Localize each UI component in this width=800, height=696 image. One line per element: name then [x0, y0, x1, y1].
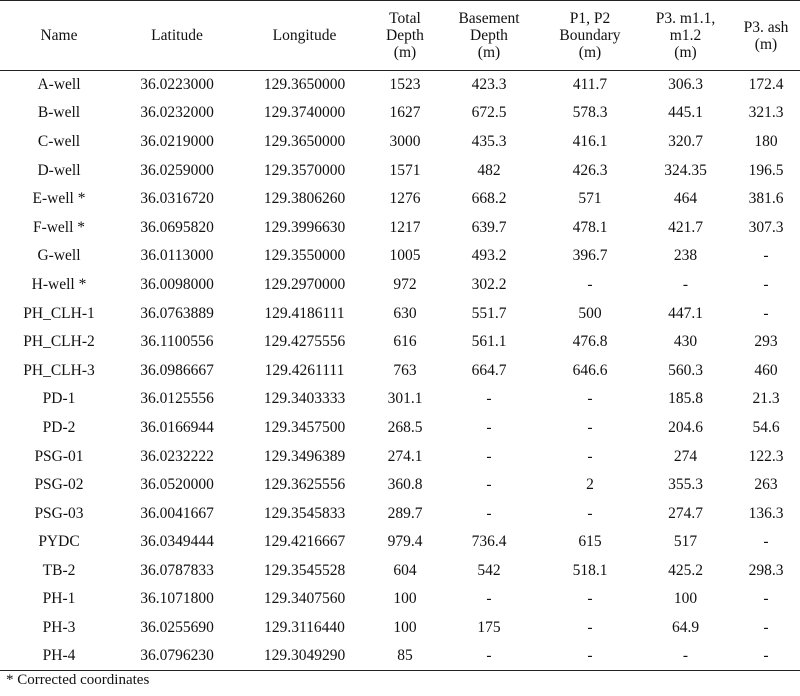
- cell-p1-p2-boundary: 500: [578, 304, 602, 322]
- table-row: [0, 414, 800, 443]
- cell-latitude: 36.0041667: [140, 504, 214, 522]
- table-row: [0, 128, 800, 157]
- cell-p1-p2-boundary: -: [587, 390, 593, 408]
- cell-p3-ash: -: [763, 590, 769, 608]
- cell-p3-ash: 263: [754, 476, 778, 494]
- cell-latitude: 36.0520000: [140, 476, 214, 494]
- cell-longitude: 129.3049290: [236, 642, 373, 671]
- cell-p3-ash: 122.3: [748, 447, 784, 465]
- cell-longitude: 129.3650000: [263, 132, 346, 150]
- cell-latitude: 36.0219000: [140, 132, 214, 150]
- cell-name: C-well: [37, 132, 81, 150]
- cell-basement-depth: 668.2: [471, 190, 507, 208]
- cell-p1-p2-boundary: -: [587, 619, 593, 637]
- cell-p3-ash: 307.3: [748, 218, 784, 236]
- cell-longitude: 129.4275556: [263, 333, 346, 351]
- cell-longitude: 129.3996630: [263, 218, 346, 236]
- cell-latitude: 36.0787833: [140, 561, 214, 579]
- cell-p3-ash: 321.3: [748, 104, 784, 122]
- header-basement-depth: Basement Depth (m): [437, 1, 541, 71]
- cell-p3-ash: -: [763, 619, 769, 637]
- header-latitude: Latitude: [118, 1, 236, 71]
- cell-name: PD-1: [42, 390, 76, 408]
- cell-name: H-well *: [31, 275, 87, 293]
- cell-latitude: 36.0255690: [140, 619, 214, 637]
- cell-p1-p2-boundary: 426.3: [572, 161, 608, 179]
- cell-p1-p2-boundary: -: [587, 504, 593, 522]
- cell-total-depth: 972: [393, 275, 417, 293]
- cell-p3-ash: -: [763, 533, 769, 551]
- cell-p3-m11-m12: 306.3: [668, 76, 703, 94]
- cell-p3-ash: -: [763, 304, 769, 322]
- header-name: Name: [0, 1, 118, 71]
- cell-total-depth: 100: [393, 590, 417, 608]
- cell-total-depth: 604: [393, 561, 417, 579]
- cell-name: E-well *: [32, 190, 86, 208]
- cell-latitude: 36.0166944: [140, 418, 214, 436]
- cell-p1-p2-boundary: 571: [578, 190, 602, 208]
- cell-latitude: 36.1100556: [140, 333, 214, 351]
- cell-total-depth: 1005: [389, 247, 421, 265]
- table-row: [0, 299, 800, 328]
- cell-total-depth: 763: [393, 361, 417, 379]
- cell-name: F-well *: [32, 218, 86, 236]
- cell-basement-depth: -: [486, 390, 492, 408]
- cell-basement-depth: 551.7: [471, 304, 507, 322]
- cell-p3-m11-m12: 64.9: [671, 619, 700, 637]
- cell-p1-p2-boundary: -: [541, 642, 639, 671]
- cell-p3-ash: 298.3: [748, 561, 784, 579]
- cell-total-depth: 1217: [389, 218, 421, 236]
- cell-name: PYDC: [38, 533, 80, 551]
- cell-p1-p2-boundary: -: [587, 418, 593, 436]
- cell-p1-p2-boundary: 416.1: [572, 132, 608, 150]
- cell-longitude: 129.3496389: [263, 447, 346, 465]
- cell-latitude: 36.0349444: [140, 533, 214, 551]
- cell-basement-depth: 175: [477, 619, 501, 637]
- table-row: [0, 356, 800, 385]
- cell-p3-m11-m12: 274.7: [668, 504, 703, 522]
- cell-latitude: 36.0316720: [140, 190, 214, 208]
- cell-latitude: 36.0259000: [140, 161, 214, 179]
- cell-latitude: 36.1071800: [140, 590, 214, 608]
- cell-total-depth: 289.7: [387, 504, 423, 522]
- cell-p3-ash: 180: [754, 132, 778, 150]
- cell-basement-depth: 302.2: [471, 275, 507, 293]
- cell-p3-m11-m12: 464: [673, 190, 698, 208]
- cell-longitude: 129.3407560: [263, 590, 346, 608]
- cell-name: PSG-02: [34, 476, 84, 494]
- cell-basement-depth: 435.3: [471, 132, 507, 150]
- cell-p3-ash: 21.3: [752, 390, 780, 408]
- cell-longitude: 129.2970000: [263, 275, 346, 293]
- cell-basement-depth: 493.2: [471, 247, 507, 265]
- cell-name: PH_CLH-2: [23, 333, 95, 351]
- cell-p3-m11-m12: 517: [673, 533, 698, 551]
- cell-p3-ash: 54.6: [752, 418, 780, 436]
- cell-longitude: 129.3650000: [263, 76, 346, 94]
- cell-p1-p2-boundary: 615: [578, 533, 602, 551]
- cell-latitude: 36.0232000: [140, 104, 214, 122]
- cell-p3-m11-m12: 204.6: [668, 418, 703, 436]
- cell-p1-p2-boundary: 578.3: [572, 104, 608, 122]
- cell-p1-p2-boundary: -: [587, 590, 593, 608]
- cell-total-depth: 1571: [389, 161, 421, 179]
- cell-name: PH_CLH-3: [23, 361, 95, 379]
- cell-total-depth: 3000: [389, 132, 421, 150]
- cell-basement-depth: -: [437, 642, 541, 671]
- cell-basement-depth: -: [486, 476, 492, 494]
- cell-p3-ash: -: [732, 642, 800, 671]
- table-row: [0, 585, 800, 614]
- cell-p1-p2-boundary: 411.7: [572, 76, 608, 94]
- header-p3-ash: P3. ash (m): [732, 1, 800, 71]
- cell-p3-ash: -: [763, 275, 769, 293]
- header-total-depth: Total Depth (m): [373, 1, 437, 71]
- table-row: [0, 614, 800, 643]
- cell-total-depth: 1523: [389, 76, 421, 94]
- table-row: [0, 71, 800, 100]
- cell-longitude: 129.3740000: [263, 104, 346, 122]
- table-row: [0, 99, 800, 128]
- table-body: [0, 71, 800, 671]
- table-footnote: * Corrected coordinates: [6, 672, 150, 688]
- table-row: [0, 528, 800, 557]
- cell-total-depth: 100: [393, 619, 417, 637]
- cell-p3-ash: 460: [754, 361, 778, 379]
- cell-longitude: 129.3403333: [263, 390, 346, 408]
- cell-p1-p2-boundary: 476.8: [572, 333, 608, 351]
- cell-name: PSG-03: [34, 504, 84, 522]
- cell-total-depth: 268.5: [387, 418, 423, 436]
- cell-p3-ash: 136.3: [748, 504, 784, 522]
- cell-name: A-well: [37, 76, 81, 94]
- cell-basement-depth: 482: [477, 161, 501, 179]
- cell-p3-ash: 381.6: [748, 190, 784, 208]
- cell-basement-depth: 664.7: [471, 361, 507, 379]
- cell-basement-depth: 672.5: [471, 104, 507, 122]
- cell-longitude: 129.4261111: [264, 361, 345, 379]
- cell-p3-m11-m12: -: [682, 275, 689, 293]
- cell-total-depth: 301.1: [387, 390, 423, 408]
- cell-name: PSG-01: [34, 447, 84, 465]
- table-row: [0, 557, 800, 586]
- cell-name: G-well: [37, 247, 81, 265]
- cell-name: PH-4: [0, 642, 118, 671]
- cell-p3-m11-m12: 355.3: [668, 476, 703, 494]
- cell-latitude: 36.0125556: [140, 390, 214, 408]
- cell-basement-depth: 423.3: [471, 76, 507, 94]
- header-p3-m11-m12: P3. m1.1, m1.2 (m): [639, 1, 732, 71]
- cell-name: D-well: [37, 161, 81, 179]
- header-row: [0, 1, 800, 71]
- cell-p1-p2-boundary: -: [587, 447, 593, 465]
- cell-latitude: 36.0098000: [140, 275, 214, 293]
- cell-latitude: 36.0113000: [140, 247, 214, 265]
- cell-latitude: 36.0223000: [140, 76, 214, 94]
- cell-name: TB-2: [42, 561, 76, 579]
- cell-longitude: 129.3545833: [263, 504, 346, 522]
- cell-p1-p2-boundary: 2: [586, 476, 594, 494]
- cell-longitude: 129.3457500: [263, 418, 346, 436]
- cell-p3-m11-m12: 447.1: [668, 304, 703, 322]
- cell-basement-depth: 542: [477, 561, 501, 579]
- cell-p3-m11-m12: 320.7: [668, 132, 703, 150]
- cell-p3-m11-m12: 100: [673, 590, 698, 608]
- cell-name: PH_CLH-1: [23, 304, 95, 322]
- cell-p3-m11-m12: 430: [673, 333, 698, 351]
- cell-latitude: 36.0763889: [140, 304, 214, 322]
- cell-p3-m11-m12: 274: [673, 447, 698, 465]
- cell-basement-depth: -: [486, 447, 492, 465]
- cell-name: PD-2: [42, 418, 76, 436]
- cell-basement-depth: -: [486, 504, 492, 522]
- cell-p3-ash: 172.4: [748, 76, 784, 94]
- cell-longitude: 129.3545528: [263, 561, 346, 579]
- cell-longitude: 129.4186111: [264, 304, 345, 322]
- cell-total-depth: 85: [373, 642, 437, 671]
- cell-longitude: 129.3550000: [263, 247, 346, 265]
- cell-name: B-well: [37, 104, 81, 122]
- cell-latitude: 36.0796230: [118, 642, 236, 671]
- cell-total-depth: 1276: [389, 190, 421, 208]
- cell-p1-p2-boundary: 518.1: [572, 561, 608, 579]
- cell-p3-m11-m12: 238: [673, 247, 698, 265]
- cell-p3-m11-m12: -: [639, 642, 732, 671]
- cell-longitude: 129.3570000: [263, 161, 346, 179]
- cell-total-depth: 616: [393, 333, 417, 351]
- table-row: [0, 328, 800, 357]
- cell-total-depth: 274.1: [387, 447, 423, 465]
- cell-p1-p2-boundary: 646.6: [572, 361, 608, 379]
- cell-basement-depth: -: [486, 590, 492, 608]
- cell-latitude: 36.0986667: [140, 361, 214, 379]
- cell-longitude: 129.3806260: [263, 190, 346, 208]
- cell-latitude: 36.0695820: [140, 218, 214, 236]
- table-row: [0, 185, 800, 214]
- table-row: [0, 442, 800, 471]
- cell-basement-depth: 639.7: [471, 218, 507, 236]
- table-row: [0, 642, 800, 671]
- cell-longitude: 129.3625556: [263, 476, 346, 494]
- cell-p1-p2-boundary: 478.1: [572, 218, 608, 236]
- table-row: [0, 242, 800, 271]
- table-row: [0, 471, 800, 500]
- cell-name: PH-3: [42, 619, 76, 637]
- cell-total-depth: 1627: [389, 104, 421, 122]
- cell-basement-depth: 561.1: [471, 333, 507, 351]
- cell-longitude: 129.4216667: [263, 533, 346, 551]
- cell-p3-ash: 293: [754, 333, 778, 351]
- cell-p3-m11-m12: 421.7: [668, 218, 703, 236]
- cell-latitude: 36.0232222: [140, 447, 214, 465]
- table-row: [0, 213, 800, 242]
- cell-basement-depth: 736.4: [471, 533, 507, 551]
- cell-p3-m11-m12: 445.1: [668, 104, 703, 122]
- cell-name: PH-1: [42, 590, 76, 608]
- cell-p1-p2-boundary: 396.7: [572, 247, 608, 265]
- cell-longitude: 129.3116440: [264, 619, 345, 637]
- header-p1-p2-boundary: P1, P2 Boundary (m): [541, 1, 639, 71]
- cell-total-depth: 979.4: [387, 533, 423, 551]
- cell-p3-m11-m12: 425.2: [668, 561, 703, 579]
- cell-total-depth: 360.8: [387, 476, 423, 494]
- table-row: [0, 499, 800, 528]
- cell-total-depth: 630: [393, 304, 417, 322]
- cell-p3-ash: -: [763, 247, 769, 265]
- table-row: [0, 385, 800, 414]
- table-row: [0, 156, 800, 185]
- cell-basement-depth: -: [486, 418, 492, 436]
- table-row: [0, 271, 800, 300]
- cell-p1-p2-boundary: -: [587, 275, 593, 293]
- header-longitude: Longitude: [236, 1, 373, 71]
- cell-p3-m11-m12: 324.35: [664, 161, 707, 179]
- table-header: [0, 1, 800, 71]
- cell-p3-m11-m12: 560.3: [668, 361, 703, 379]
- cell-p3-m11-m12: 185.8: [668, 390, 703, 408]
- cell-p3-ash: 196.5: [748, 161, 784, 179]
